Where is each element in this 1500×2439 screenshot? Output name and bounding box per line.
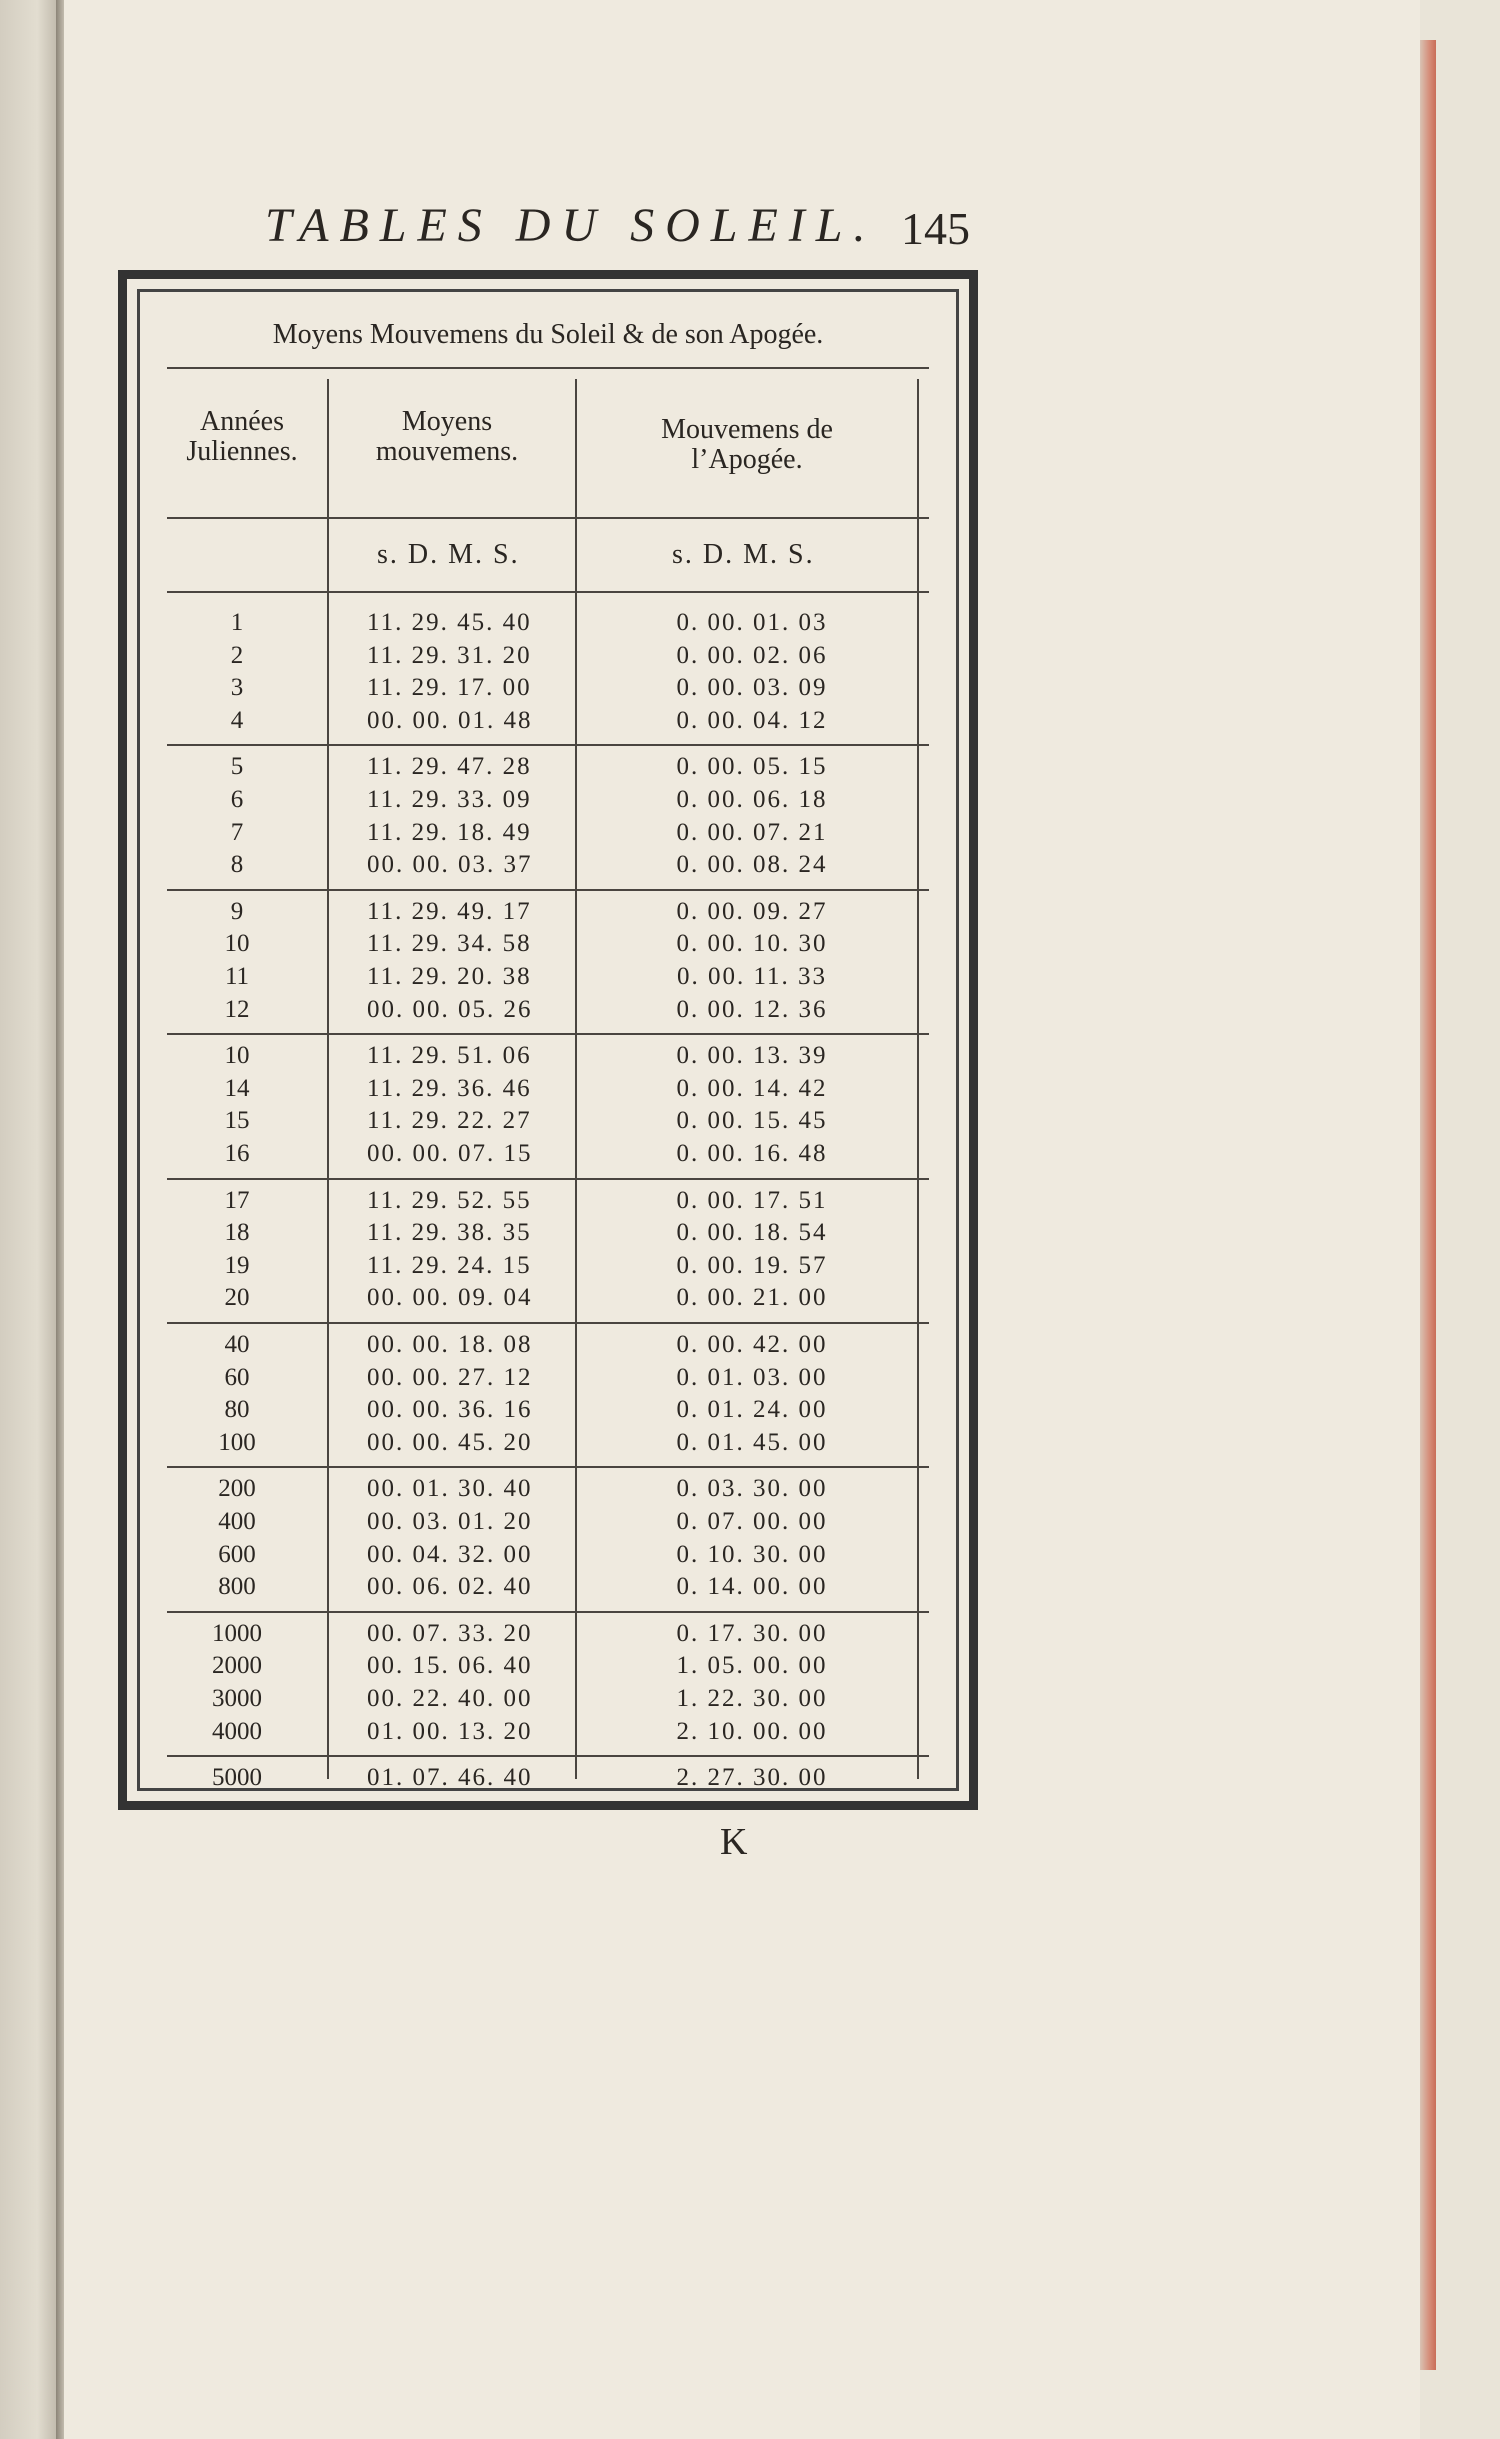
year-cell: 15 <box>224 1107 250 1135</box>
mean-motion-cell: 11. 29. 52. 55 <box>367 1186 532 1214</box>
mean-motion-cell: 00. 01. 30. 40 <box>367 1475 533 1503</box>
apogee-motion-cell: 0. 00. 05. 15 <box>676 753 828 781</box>
apogee-units: s. D. M. S. <box>672 539 815 570</box>
apogee-motion-cell: 0. 00. 19. 57 <box>676 1251 828 1279</box>
year-cell: 2000 <box>212 1652 262 1680</box>
apogee-motion-cell: 0. 14. 00. 00 <box>676 1573 828 1601</box>
group-rule <box>167 1322 929 1324</box>
apogee-motion-cell: 0. 00. 17. 51 <box>676 1186 828 1214</box>
year-cell: 10 <box>224 1042 250 1070</box>
running-title: TABLES DU SOLEIL. <box>265 199 877 252</box>
table-row <box>157 786 957 818</box>
apogee-motion-cell: 0. 00. 01. 03 <box>676 609 828 636</box>
table-row <box>157 1718 957 1750</box>
mean-motion-cell: 00. 00. 36. 16 <box>367 1396 533 1424</box>
year-cell: 8 <box>230 851 244 879</box>
header-rule <box>167 517 929 519</box>
table-row <box>157 1685 957 1717</box>
mean-motion-cell: 11. 29. 34. 58 <box>367 930 532 958</box>
group-rule <box>167 1178 929 1180</box>
apogee-motion-cell: 0. 00. 09. 27 <box>676 897 828 925</box>
mean-motion-cell: 11. 29. 31. 20 <box>367 641 532 669</box>
apogee-motion-cell: 0. 00. 02. 06 <box>676 641 828 669</box>
year-cell: 17 <box>224 1186 250 1214</box>
mean-motion-cell: 01. 00. 13. 20 <box>367 1717 533 1745</box>
apogee-motion-cell: 0. 00. 13. 39 <box>676 1042 828 1070</box>
apogee-motion-cell: 0. 01. 24. 00 <box>676 1396 828 1424</box>
table-row <box>157 1075 957 1107</box>
table-row <box>157 851 957 883</box>
column-header-mean-line1: Moyens <box>401 406 493 437</box>
apogee-motion-cell: 0. 00. 21. 00 <box>676 1284 828 1312</box>
apogee-motion-cell: 0. 00. 15. 45 <box>676 1107 828 1135</box>
page-header <box>265 198 985 268</box>
mean-motion-cell: 00. 00. 18. 08 <box>367 1331 533 1358</box>
mean-motion-cell: 00. 00. 03. 37 <box>367 851 533 879</box>
table-row <box>157 609 957 641</box>
mean-motion-cell: 00. 22. 40. 00 <box>367 1685 533 1712</box>
apogee-motion-cell: 0. 00. 10. 30 <box>676 930 828 958</box>
group-rule <box>167 1611 929 1613</box>
mean-motion-cell: 11. 29. 22. 27 <box>367 1107 532 1135</box>
year-cell: 6 <box>230 786 244 813</box>
table-row <box>157 753 957 785</box>
mean-motion-cell: 11. 29. 33. 09 <box>367 786 532 813</box>
facing-page-edge <box>0 0 62 2439</box>
table-row <box>157 1219 957 1251</box>
year-cell: 3 <box>230 674 244 702</box>
year-cell: 800 <box>218 1573 256 1601</box>
mean-motion-cell: 00. 00. 27. 12 <box>367 1363 533 1391</box>
mean-motion-cell: 11. 29. 51. 06 <box>367 1042 532 1070</box>
table-row <box>157 963 957 995</box>
mean-motion-cell: 11. 29. 38. 35 <box>367 1219 532 1247</box>
apogee-motion-cell: 0. 07. 00. 00 <box>676 1508 828 1535</box>
column-header-years-line1: Années <box>200 406 284 437</box>
group-rule <box>167 1466 929 1468</box>
apogee-motion-cell: 1. 05. 00. 00 <box>676 1652 828 1680</box>
apogee-motion-cell: 2. 27. 30. 00 <box>676 1764 828 1792</box>
year-cell: 5 <box>230 753 244 781</box>
year-cell: 5000 <box>212 1764 262 1792</box>
mean-motion-cell: 00. 00. 09. 04 <box>367 1284 533 1312</box>
mean-motion-cell: 00. 03. 01. 20 <box>367 1508 533 1535</box>
table-row <box>157 996 957 1028</box>
mean-motion-cell: 11. 29. 49. 17 <box>367 897 532 925</box>
table-row <box>157 1396 957 1428</box>
mean-motion-cell: 00. 04. 32. 00 <box>367 1540 533 1568</box>
group-rule <box>167 889 929 891</box>
year-cell: 20 <box>224 1284 250 1312</box>
table-row <box>157 1475 957 1507</box>
mean-motion-cell: 11. 29. 45. 40 <box>367 609 532 636</box>
column-header-mean-line2: mouvemens. <box>375 436 519 467</box>
mean-motion-cell: 00. 00. 45. 20 <box>367 1428 533 1456</box>
year-cell: 19 <box>224 1251 250 1279</box>
mean-motion-cell: 11. 29. 18. 49 <box>367 818 532 846</box>
apogee-motion-cell: 0. 00. 11. 33 <box>676 963 828 990</box>
year-cell: 14 <box>224 1074 250 1102</box>
table-row <box>157 707 957 739</box>
apogee-motion-cell: 0. 00. 06. 18 <box>676 786 828 813</box>
table-row <box>157 1042 957 1074</box>
table-row <box>157 642 957 674</box>
year-cell: 4 <box>230 706 244 734</box>
year-cell: 200 <box>218 1475 256 1503</box>
column-header-years-line2: Juliennes. <box>186 436 298 467</box>
mean-motion-cell: 00. 00. 07. 15 <box>367 1140 533 1167</box>
column-header-years <box>167 407 317 467</box>
apogee-motion-cell: 2. 10. 00. 00 <box>676 1717 828 1745</box>
year-cell: 100 <box>218 1428 256 1456</box>
units-rule <box>167 591 929 593</box>
red-page-edge <box>1420 40 1436 2370</box>
apogee-motion-cell: 0. 00. 42. 00 <box>676 1331 828 1358</box>
apogee-motion-cell: 0. 01. 45. 00 <box>676 1428 828 1456</box>
year-cell: 600 <box>218 1540 256 1568</box>
table-row <box>157 674 957 706</box>
table-row <box>157 1620 957 1652</box>
year-cell: 3000 <box>212 1685 262 1712</box>
year-cell: 40 <box>224 1331 250 1358</box>
column-header-apogee-line1: Mouvemens de <box>661 414 833 445</box>
mean-motion-cell: 11. 29. 24. 15 <box>367 1251 532 1279</box>
year-cell: 16 <box>224 1140 250 1167</box>
year-cell: 400 <box>218 1508 256 1535</box>
apogee-motion-cell: 0. 01. 03. 00 <box>676 1363 828 1391</box>
year-cell: 1 <box>230 609 244 636</box>
year-cell: 2 <box>230 641 244 669</box>
mean-motion-cell: 00. 00. 05. 26 <box>367 995 533 1023</box>
group-rule <box>167 1033 929 1035</box>
mean-motion-cell: 01. 07. 46. 40 <box>367 1764 533 1792</box>
table-row <box>157 819 957 851</box>
table-row <box>157 1764 957 1796</box>
year-cell: 12 <box>224 995 250 1023</box>
year-cell: 10 <box>224 930 250 958</box>
mean-motion-cell: 11. 29. 47. 28 <box>367 753 532 781</box>
apogee-motion-cell: 0. 00. 08. 24 <box>676 851 828 879</box>
year-cell: 60 <box>224 1363 250 1391</box>
column-header-apogee-line2: l’Apogée. <box>691 444 803 475</box>
table-row <box>157 1652 957 1684</box>
caption-rule <box>167 367 929 369</box>
group-rule <box>167 1755 929 1757</box>
table-frame <box>118 270 978 1810</box>
mean-motion-cell: 00. 06. 02. 40 <box>367 1573 533 1601</box>
apogee-motion-cell: 0. 00. 12. 36 <box>676 995 828 1023</box>
table-row <box>157 930 957 962</box>
apogee-motion-cell: 0. 17. 30. 00 <box>676 1619 828 1647</box>
mean-units: s. D. M. S. <box>377 539 520 570</box>
table-row <box>157 1252 957 1284</box>
table-row <box>157 1364 957 1396</box>
table-row <box>157 1573 957 1605</box>
mean-motion-cell: 00. 07. 33. 20 <box>367 1619 533 1647</box>
mean-motion-cell: 11. 29. 17. 00 <box>367 674 532 702</box>
apogee-motion-cell: 0. 00. 07. 21 <box>676 818 828 846</box>
year-cell: 4000 <box>212 1717 262 1745</box>
table-row <box>157 1508 957 1540</box>
year-cell: 9 <box>230 897 244 925</box>
apogee-motion-cell: 0. 00. 03. 09 <box>676 674 828 702</box>
group-rule <box>167 744 929 746</box>
year-cell: 1000 <box>212 1619 262 1647</box>
year-cell: 80 <box>224 1396 250 1424</box>
table-row <box>157 1187 957 1219</box>
table-row <box>157 1284 957 1316</box>
table-row <box>157 1140 957 1172</box>
apogee-motion-cell: 0. 00. 16. 48 <box>676 1140 828 1167</box>
column-header-mean <box>337 407 557 467</box>
apogee-motion-cell: 1. 22. 30. 00 <box>676 1685 828 1712</box>
year-cell: 18 <box>224 1219 250 1247</box>
mean-motion-cell: 00. 15. 06. 40 <box>367 1652 533 1680</box>
year-cell: 11 <box>224 963 250 990</box>
year-cell: 7 <box>230 818 244 846</box>
table-caption: Moyens Mouvemens du Soleil & de son Apogée. <box>272 319 824 350</box>
mean-motion-cell: 11. 29. 36. 46 <box>367 1074 532 1102</box>
mean-motion-cell: 11. 29. 20. 38 <box>367 963 532 990</box>
mean-motion-cell: 00. 00. 01. 48 <box>367 706 533 734</box>
table-row <box>157 1429 957 1461</box>
table-row <box>157 898 957 930</box>
apogee-motion-cell: 0. 00. 18. 54 <box>676 1219 828 1247</box>
apogee-motion-cell: 0. 00. 04. 12 <box>676 706 828 734</box>
apogee-motion-cell: 0. 03. 30. 00 <box>676 1475 828 1503</box>
table-row <box>157 1541 957 1573</box>
page-number: 145 <box>901 203 970 254</box>
column-header-apogee <box>597 415 897 475</box>
table-row <box>157 1331 957 1363</box>
apogee-motion-cell: 0. 00. 14. 42 <box>676 1074 828 1102</box>
table-row <box>157 1107 957 1139</box>
apogee-motion-cell: 0. 10. 30. 00 <box>676 1540 828 1568</box>
signature-mark: K <box>720 1821 748 1863</box>
